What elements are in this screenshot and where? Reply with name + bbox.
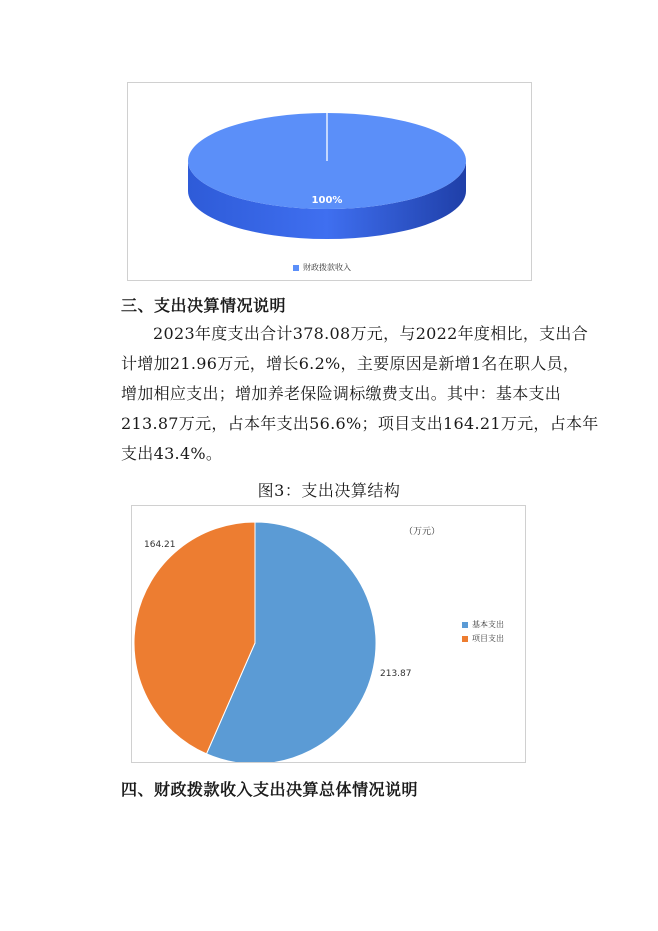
paragraph-line: 计增加21.96万元，增长6.2%，主要原因是新增1名在职人员， [121,354,580,373]
legend-swatch [293,265,299,271]
chart2-frame [131,505,526,763]
section4-heading: 四、财政拨款收入支出决算总体情况说明 [121,780,419,799]
paragraph-line: 213.87万元，占本年支出56.6%；项目支出164.21万元，占本年 [121,414,599,433]
legend-label: 财政拨款收入 [303,263,351,272]
paragraph-line: 支出43.4%。 [121,444,223,463]
legend-swatch [462,622,468,628]
legend-label: 基本支出 [472,620,504,629]
legend-item-project [462,633,504,644]
chart-unit-label: （万元） [403,527,441,537]
section3-paragraph [121,319,599,469]
paragraph-line: 2023年度支出合计378.08万元，与2022年度相比，支出合 [153,324,589,343]
legend-swatch [462,636,468,642]
chart1-legend [293,262,351,273]
pie3d-percent-label: 100% [311,195,343,206]
paragraph-line: 增加相应支出；增加养老保险调标缴费支出。其中：基本支出 [121,384,562,403]
data-label-project: 164.21 [144,540,176,550]
legend-label: 项目支出 [472,634,504,643]
chart2-legend [462,619,504,644]
figure3-caption: 图3：支出决算结构 [257,481,401,500]
legend-item-basic [462,619,504,630]
section3-heading: 三、支出决算情况说明 [121,296,287,315]
data-label-basic: 213.87 [380,669,412,679]
chart1-svg [128,83,531,280]
chart1-frame [127,82,532,281]
